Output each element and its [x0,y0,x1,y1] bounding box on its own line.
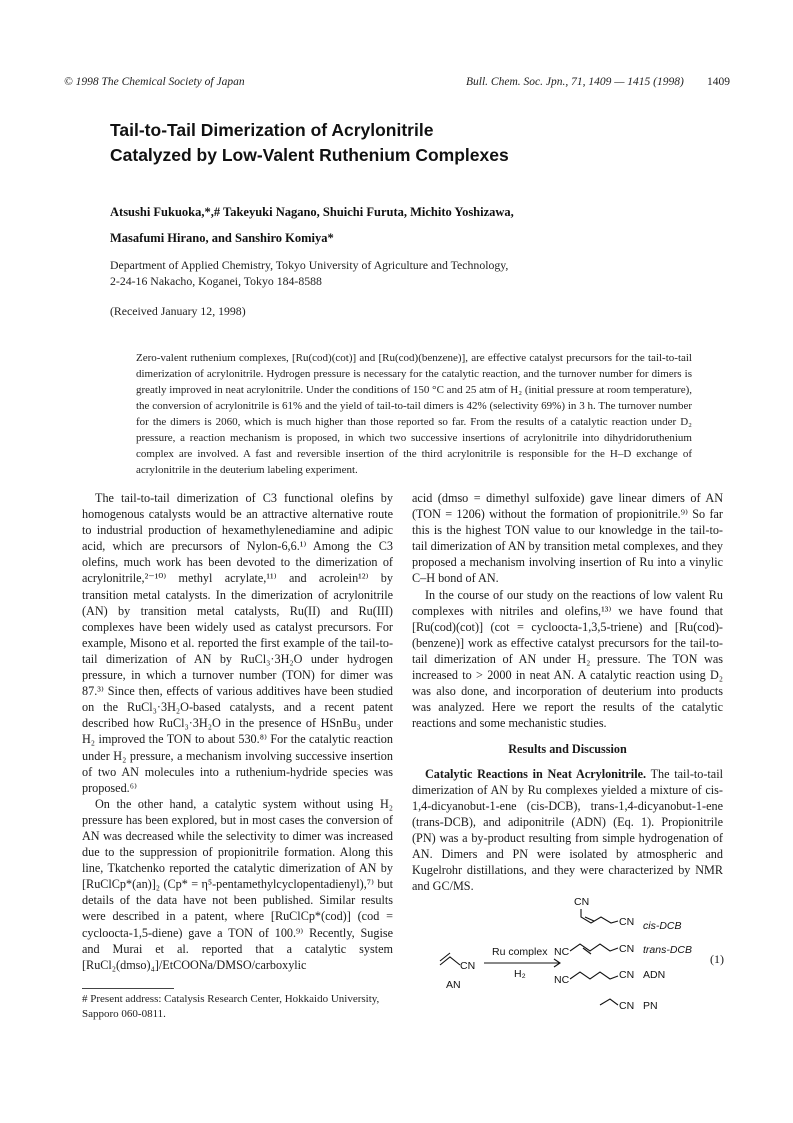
affiliation-line-2: 2-24-16 Nakacho, Koganei, Tokyo 184-8588 [110,274,322,288]
affiliation [110,257,508,289]
section-heading: Results and Discussion [508,742,627,757]
footnote-line-1: # Present address: Catalysis Research Center, Hokkaido University, [82,993,380,1005]
footnote-rule [82,988,174,989]
pn-label: PN [643,1000,658,1012]
intro-paragraph-4: In the course of our study on the reactions of low valent Ru complexes with nitriles and olefins,¹³⁾ we have found that [Ru(cod)(cot)] (cot = cycloocta-1,3,5-triene) and [Ru(cod)-(benzene)] work as effective catalyst precursors for the tail-to-tail dimerization of AN under H₂ pressure. The TON was increased to > 2000 in neat AN. A catalytic reaction using D₂ was also done, and incorporation of deuterium into products was analyzed. Here we report the results of the catalytic reactions and some mechanistic studies. [412,587,723,731]
reaction-arrow [484,946,560,980]
affiliation-line-1: Department of Applied Chemistry, Tokyo University of Agriculture and Technology, [110,258,509,272]
adn-label: ADN [643,969,666,981]
arrow-hydrogen-label: H₂ [514,968,526,980]
adn-nc: NC [554,974,570,986]
reactant-cn: CN [460,960,476,972]
footnote [82,992,402,1022]
trans-dcb-nc: NC [554,946,570,958]
adn-cn: CN [619,969,635,981]
received-date: (Received January 12, 1998) [110,304,246,318]
title-line-1: Tail-to-Tail Dimerization of Acrylonitrile [110,120,434,140]
trans-dcb-label: trans-DCB [643,944,693,956]
arrow-catalyst-label: Ru complex [492,946,548,958]
cis-dcb-structure [574,896,682,932]
reactant-label: AN [446,979,461,991]
equation-number: (1) [710,952,724,966]
title-line-2: Catalyzed by Low-Valent Ruthenium Complexes [110,145,509,165]
adn-structure [554,969,665,986]
pn-structure [600,999,658,1012]
reaction-scheme [428,893,728,1018]
trans-dcb-structure [554,943,692,958]
paper-title [110,118,509,168]
author-list [110,199,514,251]
acrylonitrile-structure [440,953,475,991]
right-column [412,490,723,894]
intro-paragraph-3: acid (dmso = dimethyl sulfoxide) gave linear dimers of AN (TON = 1206) without the formation of propionitrile.⁹⁾ So far this is the highest TON value to our knowledge in the tail-to-tail dimerization of AN by transition metal complexes, and they proposed a mechanism involving insertion of Ru into a vinylic C–H bond of AN. [412,491,723,586]
footnote-line-2: Sapporo 060-0811. [82,1008,166,1020]
cis-dcb-label: cis-DCB [643,920,682,932]
page-number: 1409 [707,76,730,88]
authors-line-2: Masafumi Hirano, and Sanshiro Komiya* [110,231,334,245]
journal-citation: Bull. Chem. Soc. Jpn., 71, 1409 — 1415 (1998) [466,76,684,88]
results-paragraph-1 [412,766,723,895]
results-paragraph-text: The tail-to-tail dimerization of AN by Ru complexes yielded a mixture of cis-1,4-dicyanobut-1-ene (cis-DCB), trans-1,4-dicyanobut-1-ene (trans-DCB), and adiponitrile (ADN) (Eq. 1). Propionitrile (PN) was a by-product resulting from simple hydrogenation of AN. Dimers and PN were isolated by atmospheric and Kugelrohr distillations, and they were characterized by NMR and GC/MS. [412,766,723,894]
run-in-heading: Catalytic Reactions in Neat Acrylonitrile. [425,766,647,781]
trans-dcb-cn: CN [619,943,635,955]
left-column [82,490,393,973]
cis-dcb-top-cn: CN [574,896,590,908]
pn-cn: CN [619,1000,635,1012]
intro-paragraph-2: On the other hand, a catalytic system without using H₂ pressure has been explored, but in most cases the conversion of AN was decreased while the selectivity to dimer was increased due to the suppression of propionitrile formation. Along this line, Tkatchenko reported the catalytic dimerization of AN by [RuClCp*(an)]₂ (Cp* = η⁵-pentamethylcyclopentadienyl),⁷⁾ but details of the data have not been published. Similar results were described in a patent, where [RuClCp*(cod)] (cod = cycloocta-1,5-diene) gave a TON of 100.⁹⁾ Recently, Sugise and Murai et al. reported that a catalytic system [RuCl₂(dmso)₄]/EtCOONa/DMSO/carboxylic [82,796,393,972]
copyright-line: © 1998 The Chemical Society of Japan [64,76,245,88]
intro-paragraph-1: The tail-to-tail dimerization of C3 functional olefins by homogenous catalysts would be an attractive alternative route to industrial production of hexamethylenediamine and adipic acid, which are precursors of Nylon-6,6.¹⁾ Among the C3 olefins, much work has been devoted to the dimerization of acrylonitrile,²⁻¹⁰⁾ methyl acrylate,¹¹⁾ and acrolein¹²⁾ by transition metal catalysts. In the dimerization of acrylonitrile (AN) by transition metal catalysts, Ru(II) and Ru(III) complexes have been widely used as catalyst precursors. For example, Misono et al. reported the first example of the tail-to-tail dimerization of AN by RuCl₃·3H₂O under hydrogen pressure, in which a turnover number (TON) for dimer was 87.³⁾ Since then, effects of various additives have been studied on the RuCl₃·3H₂O-based catalysts, and a recent patent described how RuCl₃·3H₂O in the presence of HSnBu₃ under H₂ improved the TON to about 530.⁸⁾ For the catalytic reaction under H₂ pressure, a mechanism involving successive insertion of two AN molecules into a ruthenium-hydride species was proposed.⁶⁾ [82,491,393,795]
cis-dcb-cn: CN [619,916,635,928]
authors-line-1: Atsushi Fukuoka,*,# Takeyuki Nagano, Shuichi Furuta, Michito Yoshizawa, [110,205,514,219]
abstract: Zero-valent ruthenium complexes, [Ru(cod)(cot)] and [Ru(cod)(benzene)], are effective catalyst precursors for the tail-to-tail dimerization of acrylonitrile. Hydrogen pressure is necessary for the catalytic reaction, and the turnover number for dimers is greatly improved in neat acrylonitrile. Under the conditions of 150 °C and 25 atm of H₂ (initial pressure at room temperature), the conversion of acrylonitrile is 61% and the yield of tail-to-tail dimers is 42% (selectivity 69%) in 3 h. The turnover number for the dimers is 2060, which is much higher than those reported so far. From the results of a catalytic reaction under D₂ pressure, a reaction mechanism is proposed, in which two successive insertions of acrylonitrile into dihydridoruthenium complex are involved. A fast and reversible insertion of the third acrylonitrile is responsible for the H–D exchange of acrylonitrile in the deuterium labeling experiment. [136,352,692,476]
